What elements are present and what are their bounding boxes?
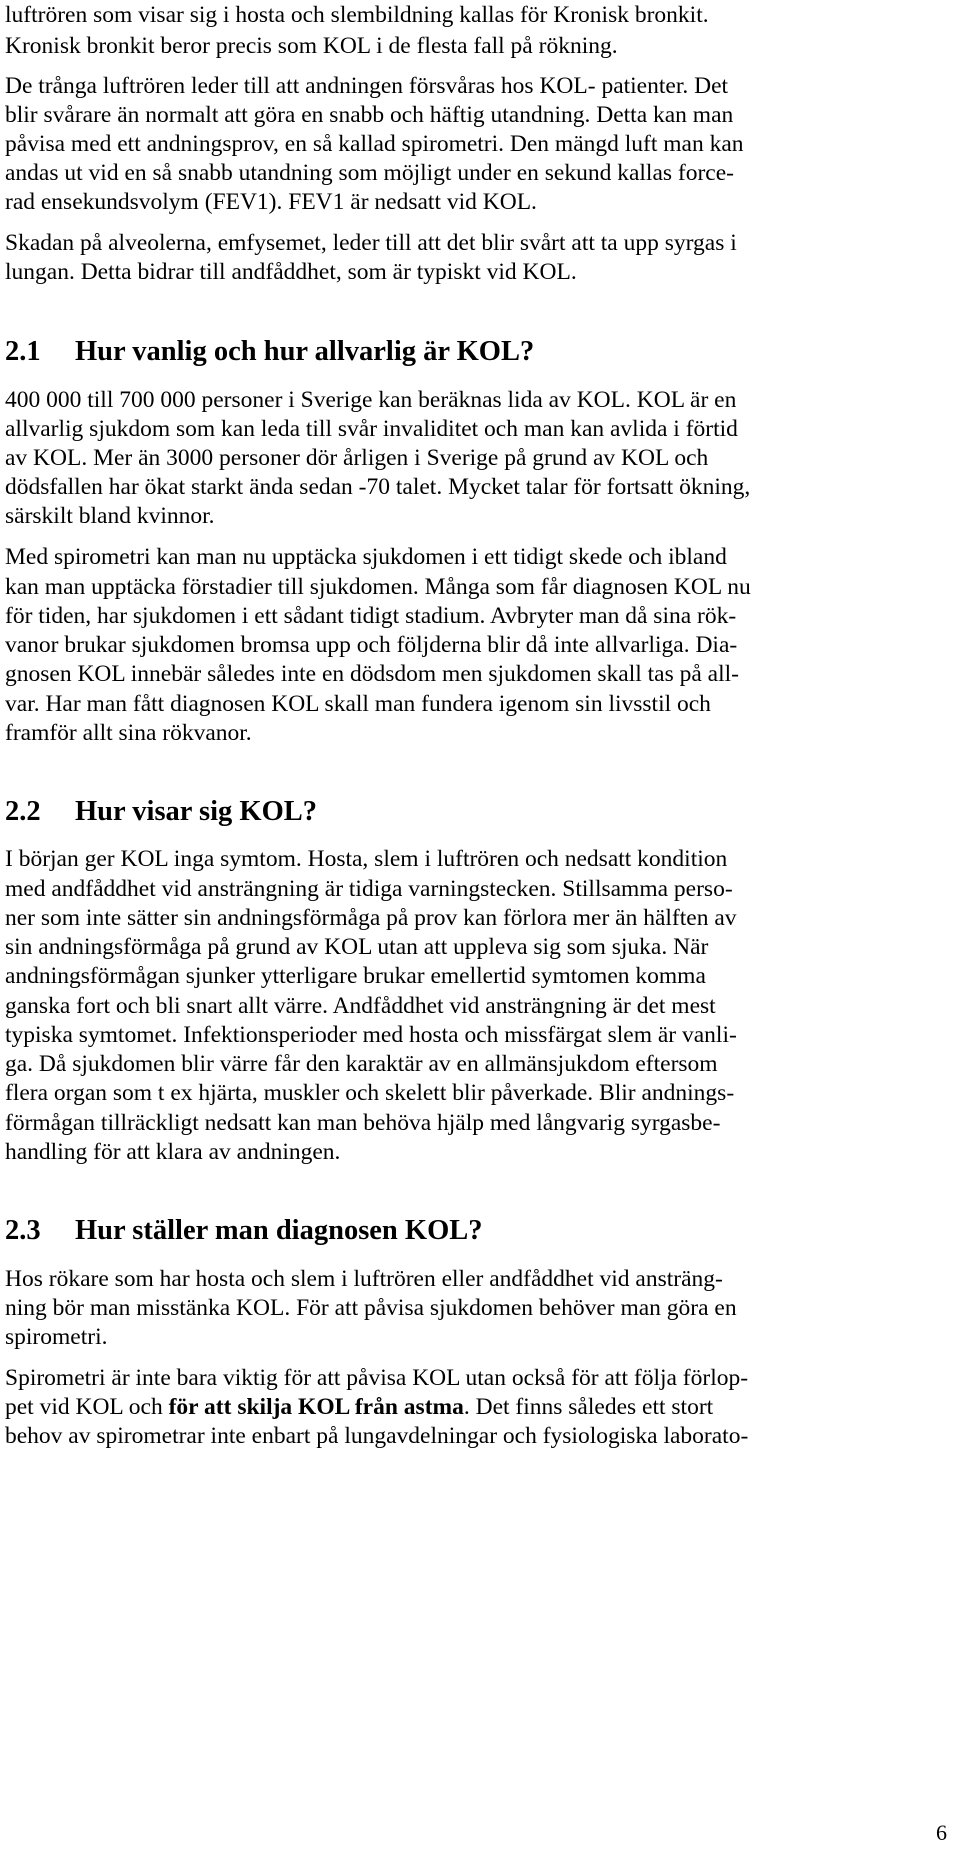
paragraph-line: behov av spirometrar inte enbart på lungavdelningar och fysiologiska laborato- (5, 1423, 749, 1449)
paragraph-line: med andfåddhet vid ansträngning är tidiga varningstecken. Stillsamma perso- (5, 876, 733, 902)
paragraph-line: flera organ som t ex hjärta, muskler och skelett blir påverkade. Blir andnings- (5, 1080, 735, 1106)
text-run: pet vid KOL och (5, 1394, 169, 1420)
paragraph-line: förmågan tillräckligt nedsatt kan man behöva hjälp med långvarig syrgasbe- (5, 1110, 721, 1136)
paragraph-line: påvisa med ett andningsprov, en så kallad spirometri. Den mängd luft man kan (5, 131, 744, 157)
paragraph-line: framför allt sina rökvanor. (5, 720, 252, 746)
document-page (5, 0, 955, 1853)
paragraph-line: luftrören som visar sig i hosta och slembildning kallas för Kronisk bronkit. (5, 2, 709, 28)
paragraph-line: ning bör man misstänka KOL. För att påvisa sjukdomen behöver man göra en (5, 1295, 737, 1321)
paragraph-line (5, 1392, 713, 1422)
paragraph-line: spirometri. (5, 1324, 108, 1350)
paragraph-line: vanor brukar sjukdomen bromsa upp och följderna blir då inte allvarliga. Dia- (5, 632, 738, 658)
section-title: Hur ställer man diagnosen KOL? (75, 1215, 483, 1246)
section-number: 2.2 (5, 796, 41, 827)
paragraph-line: dödsfallen har ökat starkt ända sedan -70 talet. Mycket talar för fortsatt ökning, (5, 474, 751, 500)
section-heading (5, 335, 534, 369)
section-heading (5, 1214, 483, 1248)
section-number: 2.1 (5, 336, 41, 367)
paragraph-line: Kronisk bronkit beror precis som KOL i de flesta fall på rökning. (5, 33, 618, 59)
paragraph-line: för tiden, har sjukdomen i ett sådant tidigt stadium. Avbryter man då sina rök- (5, 603, 737, 629)
paragraph-line: andas ut vid en så snabb utandning som möjligt under en sekund kallas force- (5, 160, 734, 186)
paragraph-line: handling för att klara av andningen. (5, 1139, 341, 1165)
paragraph-line: allvarlig sjukdom som kan leda till svår invaliditet och man kan avlida i förtid (5, 416, 738, 442)
paragraph-line: Med spirometri kan man nu upptäcka sjukdomen i ett tidigt skede och ibland (5, 544, 727, 570)
text-run: . Det finns således ett stort (463, 1394, 714, 1420)
section-title: Hur visar sig KOL? (75, 796, 318, 827)
paragraph-line: De trånga luftrören leder till att andningen försvåras hos KOL- patienter. Det (5, 73, 729, 99)
paragraph-line: Hos rökare som har hosta och slem i luftrören eller andfåddhet vid ansträng- (5, 1266, 723, 1292)
section-number: 2.3 (5, 1215, 41, 1246)
paragraph-line: Skadan på alveolerna, emfysemet, leder till att det blir svårt att ta upp syrgas i (5, 230, 737, 256)
paragraph-line: gnosen KOL innebär således inte en dödsdom men sjukdomen skall tas på all- (5, 661, 739, 687)
paragraph-line: sin andningsförmåga på grund av KOL utan att uppleva sig som sjuka. När (5, 934, 709, 960)
section-heading (5, 795, 317, 829)
paragraph-line: ga. Då sjukdomen blir värre får den karaktär av en allmänsjukdom eftersom (5, 1051, 718, 1077)
paragraph-line: rad ensekundsvolym (FEV1). FEV1 är nedsatt vid KOL. (5, 189, 537, 215)
section-title: Hur vanlig och hur allvarlig är KOL? (75, 336, 535, 367)
page-number: 6 (936, 1820, 947, 1845)
paragraph-line: av KOL. Mer än 3000 personer dör årligen i Sverige på grund av KOL och (5, 445, 709, 471)
paragraph-line: I början ger KOL inga symtom. Hosta, slem i luftrören och nedsatt kondition (5, 846, 728, 872)
paragraph-line: 400 000 till 700 000 personer i Sverige kan beräknas lida av KOL. KOL är en (5, 387, 737, 413)
paragraph-line: ganska fort och bli snart allt värre. Andfåddhet vid ansträngning är det mest (5, 993, 716, 1019)
bold-text-run: för att skilja KOL från astma (168, 1394, 464, 1420)
paragraph-line: var. Har man fått diagnosen KOL skall man fundera igenom sin livsstil och (5, 691, 711, 717)
paragraph-line: lungan. Detta bidrar till andfåddhet, som är typiskt vid KOL. (5, 259, 577, 285)
paragraph-line: ner som inte sätter sin andningsförmåga på prov kan förlora mer än hälften av (5, 905, 737, 931)
paragraph-line: särskilt bland kvinnor. (5, 503, 215, 529)
paragraph-line: Spirometri är inte bara viktig för att påvisa KOL utan också för att följa förlop- (5, 1365, 749, 1391)
paragraph-line: kan man upptäcka förstadier till sjukdomen. Många som får diagnosen KOL nu (5, 574, 751, 600)
paragraph-line: andningsförmågan sjunker ytterligare brukar emellertid symtomen komma (5, 963, 706, 989)
paragraph-line: blir svårare än normalt att göra en snabb och häftig utandning. Detta kan man (5, 102, 734, 128)
paragraph-line: typiska symtomet. Infektionsperioder med hosta och missfärgat slem är vanli- (5, 1022, 737, 1048)
